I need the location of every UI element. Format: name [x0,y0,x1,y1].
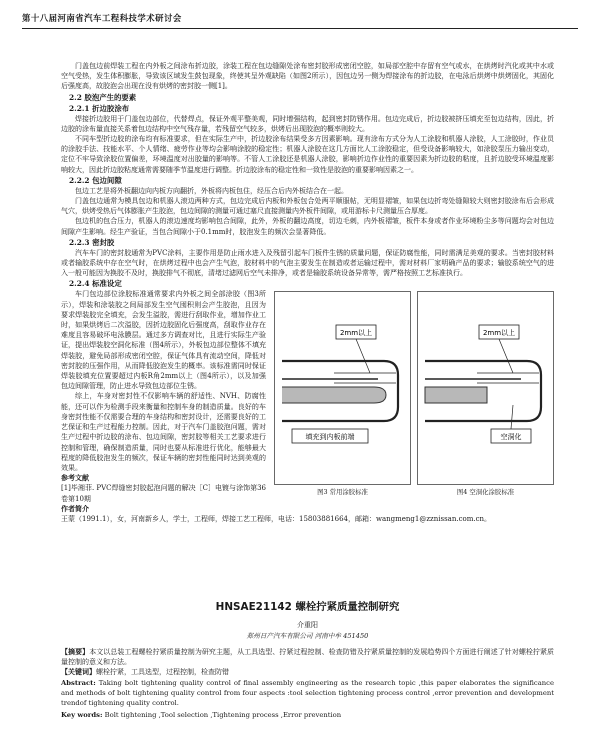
paragraph-223: 汽车车门的密封胶通常为PVC涂料，主要作用是防止雨水进入及残留引起车门板件生锈的质量问题，保证防腐性能，同时需满足美观的要求。当密封胶材料或者输胶系统中存在空气时，在烘烤过程中也会产生气泡，胶材料中的气泡主要发生在制造或者运输过程中，需对材料厂家明确产品的要求；输胶系统空气的进入一般可能因为换胶不及时，换胶排气不彻底，清堵过滤网后空气未排净，或者是输胶系统设备异常等，需严格按照工艺标准执行。 [61,248,554,278]
figure-4-caption: 图4 空洞化涂胶标准 [456,488,515,497]
author-heading: 作者简介 [61,503,89,513]
running-header-title: 第十八届河南省汽车工程科技学术研讨会 [22,13,182,23]
article-2-keywords-en [61,710,554,720]
abstract-text: 本文以总装工程螺栓拧紧质量控制为研究主题，从工具选型、拧紧过程控制、检查防错及拧紧质量控制的发展趋势四个方面进行阐述了针对螺栓拧紧质量控制的意义和方法。 [61,648,555,667]
figures-block [274,291,554,497]
page-header [22,10,578,28]
header-rule [22,28,578,29]
section-2-2-heading: 2.2 胶泡产生的要素 [69,92,137,102]
figure-3-dimension-label: 2mm以上 [339,329,373,338]
section-2-2-4-heading: 2.2.4 标准设定 [69,279,122,289]
paragraph-224: 车门包边部位涂胶标准通常要求内外板之间全部涂胶（图3所示），焊装和涂装胶之间局部发生空气囤积则会产生胶泡，且因为要求焊装胶完全填充，会发生溢胶，需进行刮取作业，增加作业工时，如果烘烤后二次溢胶，因折边胶固化后强度高，刮取作业存在难度且容易破坏电泳膜层。通过多方调查对比，且进行实际生产验证，提出焊装胶空洞化标准（图4所示），外板包边部位整体不填充焊装胶，避免局部形成密闭空腔，保证气体具有流动空间，降低对密封胶的压强作用，从而降低胶泡发生的概率。该标准需同时保证焊装胶填充位置要超过内板R角2mm以上（图4所示），以及加强包边间隙管理，防止进水导致包边部位生锈。 [61,290,266,391]
abstract-label: 【摘要】 [61,647,90,656]
summary-paragraph: 综上，车身对密封性不仅影响车辆的舒适性、NVH、防腐性能，还可以作为检测手段来衡量和控制车身的制造质量。良好的车身密封性能不仅需要合理的车身结构和密封设计，还需要良好的工艺保证和生产过程能力控制。因此，对于汽车门盖胶泡问题，需对生产过程中折边胶的涂布、包边间隙，密封胶等相关工艺要求进行控制和管理，确保制造质量，同时也要从标准进行优化，能够最大程度的降低胶泡发生的频次，保证车辆的密封性能同时达到美观的效果。 [61,392,266,472]
figure-3-caption: 图3 常用涂胶标准 [317,488,368,497]
section-2-2-3-heading: 2.2.3 密封胶 [69,237,115,247]
paragraph-221a: 焊接折边胶用于门盖包边部位，代替焊点，保证外观平整美观，同时增强结构，起到密封防锈作用。包边完成后，折边胶被挤压填充至包边结构，因此，折边胶的涂布量直接关系着包边结构中空气残存量，若残留空气较多，烘烤后出现胶泡的概率则较大。 [61,114,554,133]
section-2-2-1-heading: 2.2.1 折边胶涂布 [69,103,130,113]
keywords-label: 【关键词】 [61,667,96,677]
paragraph-222c: 包边机的包合压力，机器人的滚边速度均影响包合间隙，此外，外板的翻边高度，切边毛刺，内外板褶皱，板件本身或者作业环境粉尘多等问题均会对包边间隙产生影响。经生产验证，当包合间隙小于0.1mm时，胶泡发生的频次会显著降低。 [61,217,554,236]
section-2-2-2-heading: 2.2.2 包边间隙 [69,175,122,185]
author-info: 王蒙（1991.1），女，河南新乡人，学士，工程师，焊接工艺工程师，电话：15803881664，邮箱：wangmeng1@zznissan.com.cn。 [61,514,491,523]
figure-3-diagram [274,291,411,485]
article-2-abstract-zh [61,647,554,667]
figure-4-diagram [417,291,554,485]
article-2-affiliation: 郑州日产汽车有限公司 河南中牟 451450 [246,632,369,640]
paragraph-222b: 门盖包边通常为模具包边和机器人滚边两种方式，包边完成后内板和外板包合处两平顺服帖，无明显褶皱，如果包边折弯处缝隙较大则密封胶涂布后会形成气穴，烘烤受热后气体膨胀产生胶泡，包边间隙的测量可通过塞尺直接测量内外板件间隙，或用游标卡尺测量压合厚度。 [61,197,554,216]
figure-4-dimension-label: 2mm以上 [482,329,516,338]
abstract-en-label: Abstract: [61,678,96,687]
article-body [61,61,554,524]
abstract-en-text: Taking bolt tightening quality control of final assembly engineering as the research topic ,this paper elaborates the significance and methods of bolt tightening quality control from four aspects :tool selection tightening process control ,error prevention and development trendof tightening quality control. [61,678,554,708]
paragraph-222a: 包边工艺是将外板翻边向内板方向翻折，外板将内板包住，经压合后内外板结合在一起。 [75,186,348,195]
adhesive-fill [282,387,386,403]
intro-paragraph: 门盖包边前焊装工程在内外板之间涂布折边胶，涂装工程在包边缝隙处涂布密封胶形成密闭空腔，如局部空腔中存留有空气或水，在烘烤时汽化或其中水或空气受热，发生体积膨胀，导致该区域发生鼓包现象，终使其呈外观缺陷（如图2所示），因包边另一侧为焊接涂布的折边胶，在电泳后烘烤中烘烤固化，其固化后强度高，故胶泡会出现在没有烘烤的密封胶一侧[1]。 [61,62,554,91]
article-2-keywords-zh [61,667,554,677]
figure-4-label: 空洞化 [500,433,522,442]
keywords-text: 螺栓拧紧，工具选型，过程控制，检查防错 [96,668,229,677]
figure-4 [417,291,554,497]
references-heading: 参考文献 [61,473,89,483]
second-article [61,600,554,720]
keywords-en-text: Bolt tightening ,Tool selection ,Tightening process ,Error prevention [104,711,342,720]
article-2-title: HNSAE21142 螺栓拧紧质量控制研究 [215,601,400,613]
article-2-abstract-en [61,678,554,709]
paragraph-221b: 不同车型折边胶的涂布均有标准要求，但在实际生产中，折边胶涂布结果受多方因素影响。现有涂布方式分为人工涂胶和机器人涂胶，人工涂胶时，作业员的涂胶手法、技能水平、个人情绪、疲劳作业等均会影响涂胶的稳定性；机器人涂胶在这几方面比人工涂胶稳定，但受设备影响较大，如涂胶泵压力输出变动，定位不牢导致涂胶位置偏差，环境温度对出胶量的影响等。不管人工涂胶还是机器人涂胶，影响折边作业性的重要因素为折边胶的粘度，且折边胶受环境温度影响较大，因此折边胶粘度通常需要随季节温度进行调整。折边胶涂布的稳定性和一致性是胶泡的重要影响因素之一。 [61,135,554,174]
figure-3 [274,291,411,497]
figure-3-label: 填充到内板前端 [305,433,355,442]
article-2-author: 介重阳 [297,621,318,629]
keywords-en-label: Key words: [61,711,103,720]
reference-1: [1]毕湘菲. PVC焊缝密封胶起泡问题的解决［C］电镀与涂饰第36卷第10期 [61,484,266,503]
adhesive-partial-fill [425,387,487,403]
